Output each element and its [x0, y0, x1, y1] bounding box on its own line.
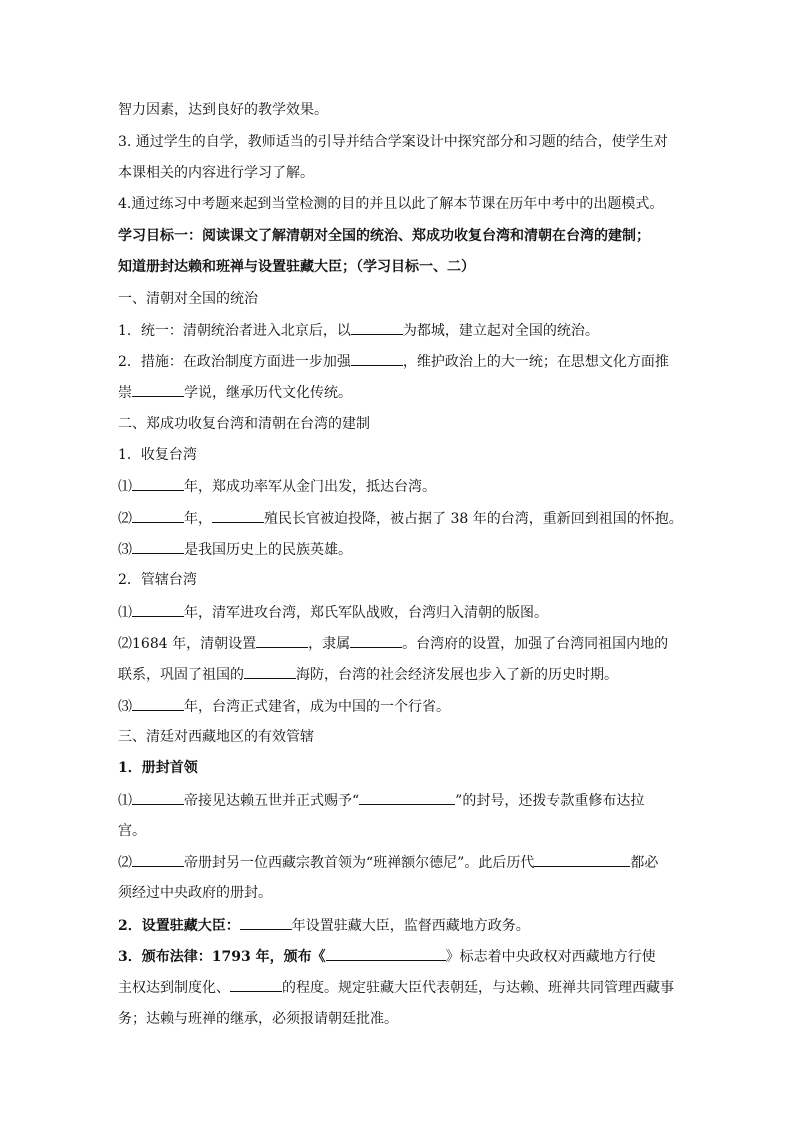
learning-goal-line [118, 226, 650, 246]
question-line [118, 1009, 398, 1029]
question-line [118, 946, 656, 967]
question-text: 须经过中央政府的册封。 [118, 885, 272, 901]
question-text: 年，郑成功率军从金门出发，抵达台湾。 [184, 479, 436, 495]
item-number: ⑴ [118, 605, 132, 621]
fill-blank[interactable] [132, 602, 184, 617]
learning-goal-line [118, 257, 475, 277]
item-number: ⑵ [118, 511, 132, 527]
fill-blank[interactable] [212, 508, 264, 523]
question-text: ，维护政治上的大一统；在思想文化方面推 [402, 354, 669, 370]
question-text: 崇 [118, 385, 132, 401]
question-text: 。台湾府的设置，加强了台湾同祖国内地的 [402, 636, 669, 652]
question-line [118, 351, 669, 372]
paragraph-text: 3. 通过学生的自学，教师适当的引导并结合学案设计中探究部分和习题的结合，使学生对 [118, 134, 668, 150]
subheading [118, 758, 198, 778]
question-text: 年，台湾正式建省，成为中国的一个行省。 [184, 699, 450, 715]
fill-blank[interactable] [350, 633, 402, 648]
question-line [118, 539, 352, 560]
question-text: 帝接见达赖五世并正式赐予“ [184, 793, 360, 809]
question-line [118, 320, 599, 341]
fill-blank[interactable] [230, 977, 282, 992]
paragraph-text: 智力因素，达到良好的教学效果。 [118, 102, 328, 118]
question-text: 2．设置驻藏大臣： [118, 918, 240, 934]
text-line [118, 163, 314, 183]
question-line [118, 476, 436, 497]
fill-blank[interactable] [534, 852, 630, 867]
question-text: 帝册封另一位西藏宗教首领为“班禅额尔德尼”。此后历代 [184, 855, 535, 871]
question-text: 海防，台湾的社会经济发展也步入了新的历史时期。 [296, 667, 618, 683]
question-text: 的程度。规定驻藏大臣代表朝廷，与达赖、班禅共同管理西藏事 [282, 980, 674, 996]
text-line [118, 132, 668, 152]
fill-blank[interactable] [240, 915, 292, 930]
fill-blank[interactable] [351, 320, 403, 335]
question-text: 宫。 [118, 823, 146, 839]
item-number: ⑶ [118, 699, 132, 715]
question-text: 殖民长官被迫投降，被占据了 38 年的台湾，重新回到祖国的怀抱。 [264, 511, 683, 527]
question-line [118, 821, 146, 841]
question-line [118, 696, 450, 717]
question-line [118, 602, 548, 623]
question-text: 年，清军进攻台湾，郑氏军队战败，台湾归入清朝的版图。 [184, 605, 548, 621]
learning-goal-text: 学习目标一：阅读课文了解清朝对全国的统治、郑成功收复台湾和清朝在台湾的建制； [118, 228, 650, 244]
section-heading-text: 一、清朝对全国的统治 [118, 291, 258, 307]
subheading-text: 1．收复台湾 [118, 447, 197, 463]
question-text: 务；达赖与班禅的继承，必须报请朝廷批准。 [118, 1011, 398, 1027]
subheading-text: 2．管辖台湾 [118, 572, 197, 588]
question-text: ⑵1684 年，清朝设置 [118, 636, 257, 652]
fill-blank[interactable] [359, 790, 455, 805]
paragraph-text: 4.通过练习中考题来起到当堂检测的目的并且以此了解本节课在历年中考中的出题模式。 [118, 196, 664, 212]
fill-blank[interactable] [132, 852, 184, 867]
question-text: 》标志着中央政权对西藏地方行使 [445, 949, 656, 965]
fill-blank[interactable] [132, 476, 184, 491]
question-text: 3．颁布法律：1793 年，颁布《 [118, 949, 326, 965]
section-heading-text: 三、清廷对西藏地区的有效管辖 [118, 729, 314, 745]
question-text: 是我国历史上的民族英雄。 [184, 542, 352, 558]
item-number: ⑶ [118, 542, 132, 558]
fill-blank[interactable] [244, 664, 296, 679]
question-line [118, 382, 352, 403]
question-text: 年设置驻藏大臣，监督西藏地方政务。 [291, 918, 530, 934]
question-text: 联系，巩固了祖国的 [118, 667, 244, 683]
fill-blank[interactable] [132, 539, 184, 554]
text-line [118, 100, 328, 120]
fill-blank[interactable] [132, 508, 184, 523]
fill-blank[interactable] [132, 790, 184, 805]
fill-blank[interactable] [256, 633, 308, 648]
item-number: ⑴ [118, 793, 132, 809]
section-heading [118, 289, 258, 309]
subheading-text: 1．册封首领 [118, 760, 198, 776]
question-line [118, 977, 674, 998]
question-line [118, 915, 530, 936]
question-text: 学说，继承历代文化传统。 [184, 385, 352, 401]
subheading [118, 570, 197, 590]
fill-blank[interactable] [351, 351, 403, 366]
question-line [118, 790, 644, 811]
fill-blank[interactable] [326, 946, 446, 961]
question-text: 年， [184, 511, 212, 527]
question-text: 为都城，建立起对全国的统治。 [402, 323, 599, 339]
question-line [118, 883, 272, 903]
question-line [118, 508, 683, 529]
section-heading [118, 727, 314, 747]
question-text: 主权达到制度化、 [118, 980, 230, 996]
question-text: 都必 [630, 855, 659, 871]
item-number: ⑴ [118, 479, 132, 495]
item-number: ⑵ [118, 855, 132, 871]
question-text: 2．措施：在政治制度方面进一步加强 [118, 354, 351, 370]
text-line [118, 194, 663, 214]
paragraph-text: 本课相关的内容进行学习了解。 [118, 165, 314, 181]
question-line [118, 633, 668, 654]
fill-blank[interactable] [132, 382, 184, 397]
question-line [118, 664, 618, 685]
question-line [118, 852, 658, 873]
fill-blank[interactable] [132, 696, 184, 711]
subheading [118, 445, 197, 465]
section-heading [118, 414, 370, 434]
learning-goal-text: 知道册封达赖和班禅与设置驻藏大臣；（学习目标一、二） [118, 259, 475, 275]
section-heading-text: 二、郑成功收复台湾和清朝在台湾的建制 [118, 416, 370, 432]
question-text: ”的封号，还拨专款重修布达拉 [455, 793, 645, 809]
question-text: ，隶属 [308, 636, 351, 652]
question-text: 1．统一：清朝统治者进入北京后，以 [118, 323, 351, 339]
